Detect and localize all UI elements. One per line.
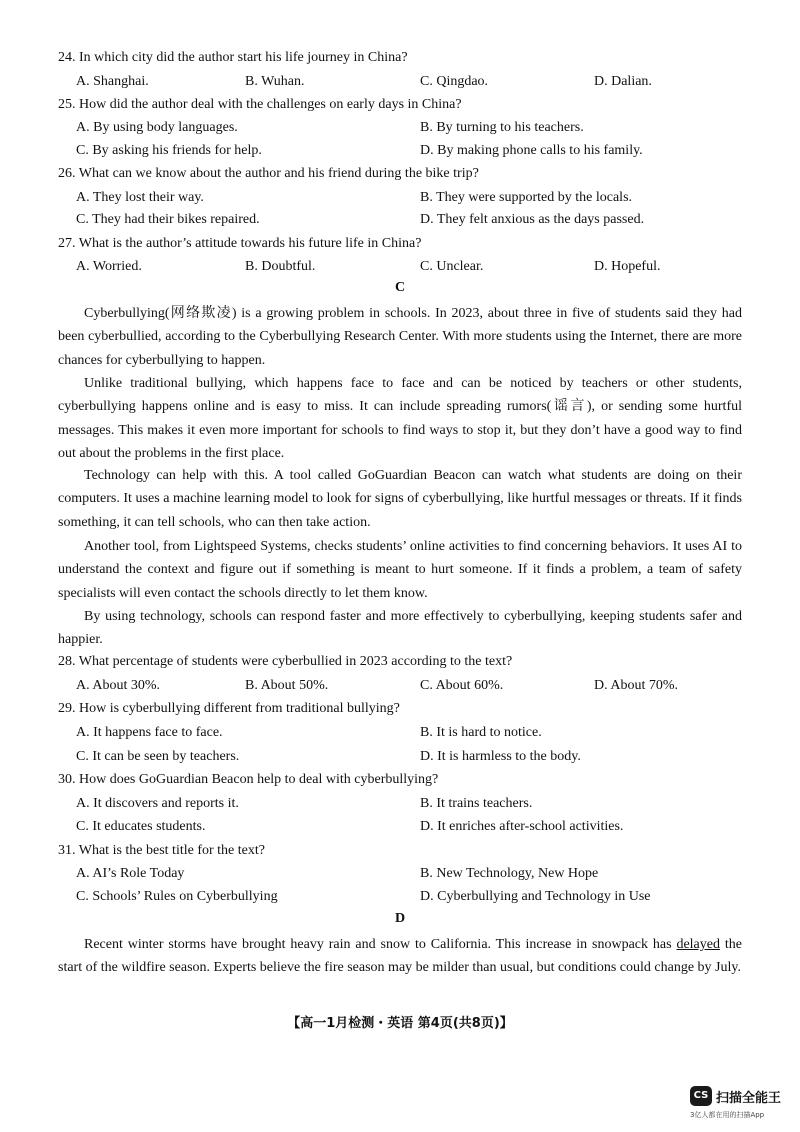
- q24-option-a: A. Shanghai.: [76, 74, 149, 89]
- question-25-stem: 25. How did the author deal with the challenges on early days in China?: [58, 97, 462, 112]
- question-24-stem: 24. In which city did the author start his life journey in China?: [58, 50, 408, 65]
- section-c-heading: C: [394, 280, 406, 295]
- camscanner-logo-icon: CS: [690, 1086, 712, 1106]
- q27-option-b: B. Doubtful.: [245, 259, 316, 274]
- section-d-paragraph-1: [58, 933, 742, 980]
- q28-option-d: D. About 70%.: [594, 678, 678, 693]
- section-d-text-after: the start of the wildfire season. Experts believe the fire season may be milder than usual, but conditions could change by July.: [58, 937, 742, 976]
- q29-option-c: C. It can be seen by teachers.: [76, 749, 240, 764]
- q27-option-a: A. Worried.: [76, 259, 142, 274]
- q25-option-b: B. By turning to his teachers.: [420, 120, 584, 135]
- q30-option-a: A. It discovers and reports it.: [76, 796, 239, 811]
- q29-option-b: B. It is hard to notice.: [420, 725, 542, 740]
- scanner-app-name: 扫描全能王: [716, 1091, 782, 1106]
- q29-option-d: D. It is harmless to the body.: [420, 749, 581, 764]
- section-c-paragraph-2: Unlike traditional bullying, which happens face to face and can be noticed by teachers or other students, cyberbullying happens online and is easy to miss. It can include spreading rumors(谣言), or sending some hurtful messages. This makes it even more important for schools to find ways to stop it, but they don’t have a good way to find out about the problems in the first place.: [58, 376, 742, 461]
- q31-option-b: B. New Technology, New Hope: [420, 866, 599, 881]
- q26-option-b: B. They were supported by the locals.: [420, 190, 633, 205]
- q31-option-c: C. Schools’ Rules on Cyberbullying: [76, 889, 278, 904]
- q26-option-a: A. They lost their way.: [76, 190, 204, 205]
- q26-option-d: D. They felt anxious as the days passed.: [420, 212, 645, 227]
- section-d-heading: D: [394, 911, 406, 926]
- section-c-paragraph-1: Cyberbullying(网络欺凌) is a growing problem in schools. In 2023, about three in five of students said they had been cyberbullied, according to the Cyberbullying Research Center. With more students using the Internet, there are more chances for cyberbullying to happen.: [58, 306, 742, 368]
- section-c-paragraph-4: Another tool, from Lightspeed Systems, checks students’ online activities to find concerning behaviors. It uses AI to understand the context and figure out if something is meant to hurt someone. If it finds a problem, a team of safety specialists will even contact the schools directly to let them know.: [58, 539, 742, 601]
- q30-option-b: B. It trains teachers.: [420, 796, 533, 811]
- underlined-word: delayed: [676, 937, 720, 952]
- question-30-stem: 30. How does GoGuardian Beacon help to deal with cyberbullying?: [58, 772, 439, 787]
- q31-option-d: D. Cyberbullying and Technology in Use: [420, 889, 651, 904]
- q24-option-b: B. Wuhan.: [245, 74, 305, 89]
- question-31-stem: 31. What is the best title for the text?: [58, 843, 265, 858]
- q26-option-c: C. They had their bikes repaired.: [76, 212, 260, 227]
- section-d-text-before: Recent winter storms have brought heavy rain and snow to California. This increase in snowpack has: [84, 937, 677, 952]
- question-29-stem: 29. How is cyberbullying different from traditional bullying?: [58, 701, 400, 716]
- question-28-stem: 28. What percentage of students were cyberbullied in 2023 according to the text?: [58, 654, 513, 669]
- q25-option-c: C. By asking his friends for help.: [76, 143, 262, 158]
- q25-option-a: A. By using body languages.: [76, 120, 238, 135]
- q30-option-d: D. It enriches after-school activities.: [420, 819, 624, 834]
- q27-option-c: C. Unclear.: [420, 259, 484, 274]
- q30-option-c: C. It educates students.: [76, 819, 206, 834]
- scanner-tagline: 3亿人都在用的扫描App: [690, 1111, 765, 1119]
- q25-option-d: D. By making phone calls to his family.: [420, 143, 643, 158]
- q29-option-a: A. It happens face to face.: [76, 725, 223, 740]
- q27-option-d: D. Hopeful.: [594, 259, 661, 274]
- section-c-paragraph-3: Technology can help with this. A tool called GoGuardian Beacon can watch what students are doing on their computers. It uses a machine learning model to look for signs of cyberbullying, like hurtful messages or threats. If it finds something, it can tell schools, who can then take action.: [58, 468, 742, 530]
- q24-option-d: D. Dalian.: [594, 74, 652, 89]
- section-c-paragraph-5: By using technology, schools can respond faster and more effectively to cyberbullying, keeping students safer and happier.: [58, 609, 742, 648]
- page-footer: 【高一1月检测・英语 第4页(共8页)】: [287, 1016, 513, 1031]
- q28-option-c: C. About 60%.: [420, 678, 504, 693]
- q28-option-b: B. About 50%.: [245, 678, 329, 693]
- q28-option-a: A. About 30%.: [76, 678, 160, 693]
- question-27-stem: 27. What is the author’s attitude towards his future life in China?: [58, 236, 422, 251]
- q24-option-c: C. Qingdao.: [420, 74, 489, 89]
- question-26-stem: 26. What can we know about the author and his friend during the bike trip?: [58, 166, 479, 181]
- q31-option-a: A. AI’s Role Today: [76, 866, 185, 881]
